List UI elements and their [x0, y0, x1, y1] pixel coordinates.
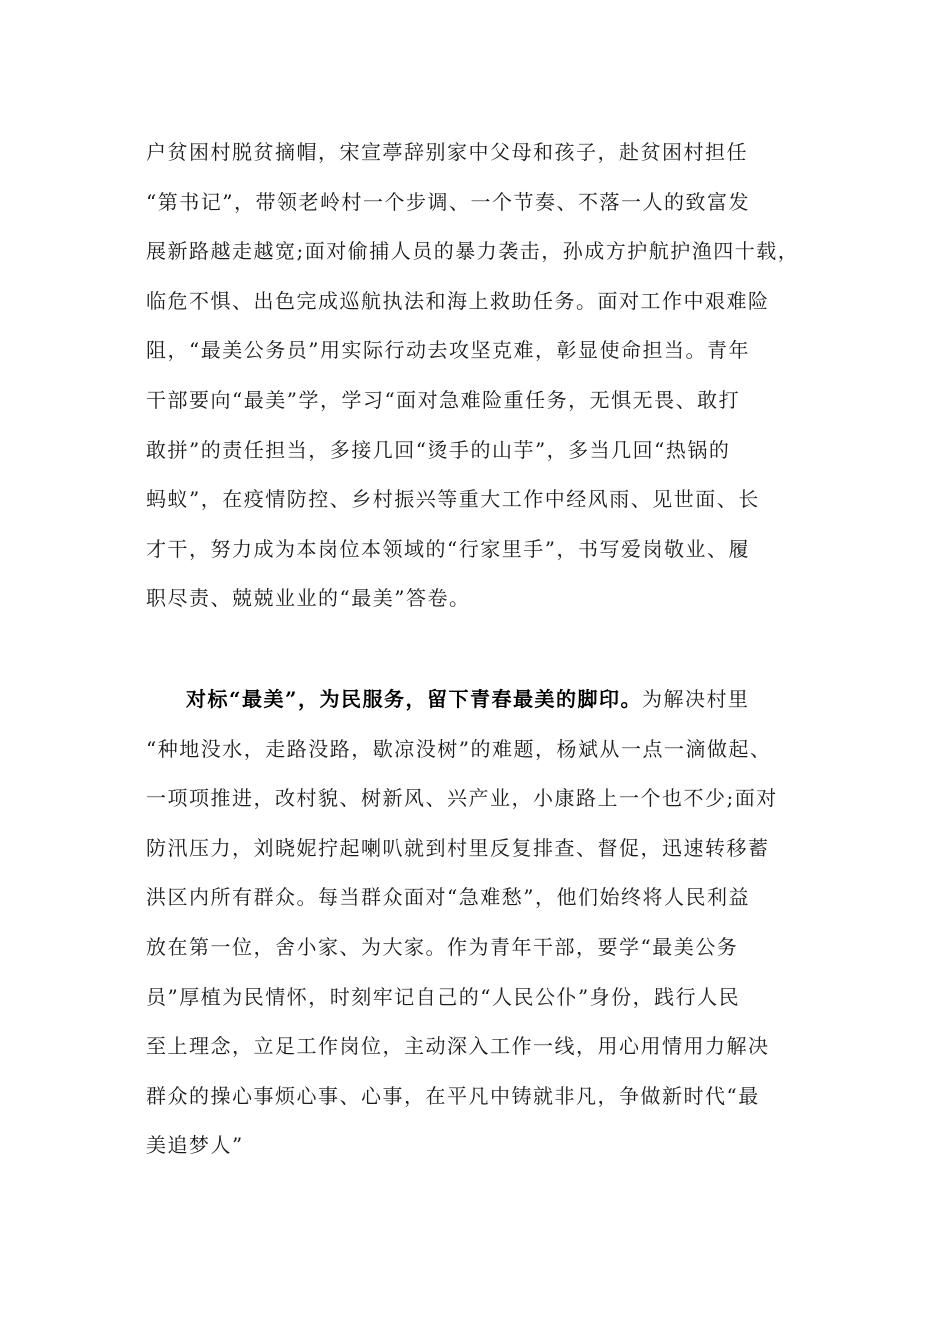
text-line: 职尽责、兢兢业业的“最美”答卷。 — [146, 586, 471, 611]
text-line: 至上理念，立足工作岗位，主动深入工作一线，用心用情用力解决 — [146, 1034, 770, 1059]
text-line: 干部要向“最美”学，学习“面对急难险重任务，无惧无畏、敢打 — [146, 387, 741, 412]
text-line: 群众的操心事烦心事、心事，在平凡中铸就非凡，争做新时代“最 — [146, 1083, 760, 1108]
text-line-first — [146, 675, 826, 725]
text-line: 户贫困村脱贫摘帽，宋宣葶辞别家中父母和孩子，赴贫困村担任 — [146, 140, 748, 164]
text-line: 洪区内所有群众。每当群众面对“急难愁”，他们始终将人民利益 — [146, 885, 750, 910]
text-line: 才干，努力成为本岗位本领域的“行家里手”，书写爱岗敬业、履 — [146, 536, 750, 561]
text-line: 防汛压力，刘晓妮拧起喇叭就到村里反复排查、督促，迅速转移蓄 — [146, 835, 770, 860]
text-line: 员”厚植为民情怀，时刻牢记自己的“人民公仆”身份，践行人民 — [146, 984, 741, 1009]
text-line: 蚂蚁”，在疫情防控、乡村振兴等重大工作中经风雨、见世面、长 — [146, 487, 760, 512]
text-line: 一项项推进，改村貌、树新风、兴产业，小康路上一个也不少;面对 — [146, 786, 778, 811]
text-line: 美追梦人” — [146, 1133, 244, 1158]
text-line: 放在第一位，舍小家、为大家。作为青年干部，要学“最美公务 — [146, 934, 739, 959]
text-line: 阻，“最美公务员”用实际行动去攻坚克难，彰显使命担当。青年 — [146, 338, 750, 363]
paragraph-role-models-duty — [146, 128, 826, 624]
text-line: 临危不惧、出色完成巡航执法和海上救助任务。面对工作中艰难险 — [146, 288, 770, 313]
heading-continuation: 为解决村里 — [642, 687, 750, 711]
paragraph-heading: 对标“最美”，为民服务，留下青春最美的脚印。 — [186, 687, 643, 711]
text-line: 展新路越走越宽;面对偷捕人员的暴力袭击，孙成方护航护渔四十载， — [146, 239, 800, 264]
text-line: 敢拼”的责任担当，多接几回“烫手的山芋”，多当几回“热锅的 — [146, 437, 731, 462]
text-line: “种地没水，走路没路，歇凉没树”的难题，杨斌从一点一滴做起、 — [146, 736, 772, 761]
text-line: “第书记”，带领老岭村一个步调、一个节奏、不落一人的致富发 — [146, 189, 750, 214]
paragraph-serve-the-people — [146, 675, 826, 1171]
